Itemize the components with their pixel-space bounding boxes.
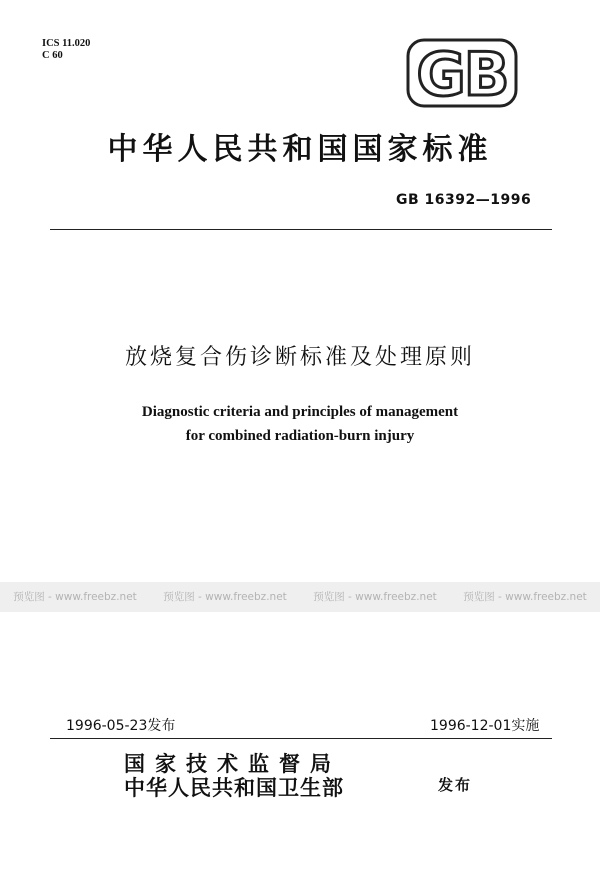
ics-code: ICS 11.020 <box>42 38 91 49</box>
standard-category-title: 中华人民共和国国家标准 <box>107 132 493 167</box>
standard-number: GB 16392—1996 <box>396 192 532 208</box>
watermark-text: 预览图 - www.freebz.net <box>163 591 287 603</box>
implementation-date: 1996-12-01实施 <box>430 718 540 734</box>
preview-watermark-band <box>0 582 600 612</box>
classification-codes <box>42 38 90 62</box>
english-title-line-1: Diagnostic criteria and principles of management <box>141 404 459 420</box>
issuer-line-2: 中华人民共和国卫生部 <box>124 776 344 800</box>
issuer-line-1: 国家技术监督局 <box>124 752 341 776</box>
english-title-line-2: for combined radiation-burn injury <box>185 428 415 444</box>
top-divider <box>50 229 552 230</box>
watermark-text: 预览图 - www.freebz.net <box>13 591 137 603</box>
chinese-title: 放烧复合伤诊断标准及处理原则 <box>124 345 475 370</box>
watermark-text: 预览图 - www.freebz.net <box>463 591 587 603</box>
publish-date: 1996-05-23发布 <box>66 718 176 734</box>
bottom-divider <box>50 738 552 739</box>
english-title <box>0 400 600 448</box>
issuing-authorities <box>124 752 344 800</box>
gb-logo-icon <box>406 38 518 108</box>
gb-logo-text: GB <box>416 40 508 108</box>
ccs-code: C 60 <box>42 50 63 61</box>
watermark-text: 预览图 - www.freebz.net <box>313 591 437 603</box>
issue-label: 发布 <box>438 776 473 794</box>
